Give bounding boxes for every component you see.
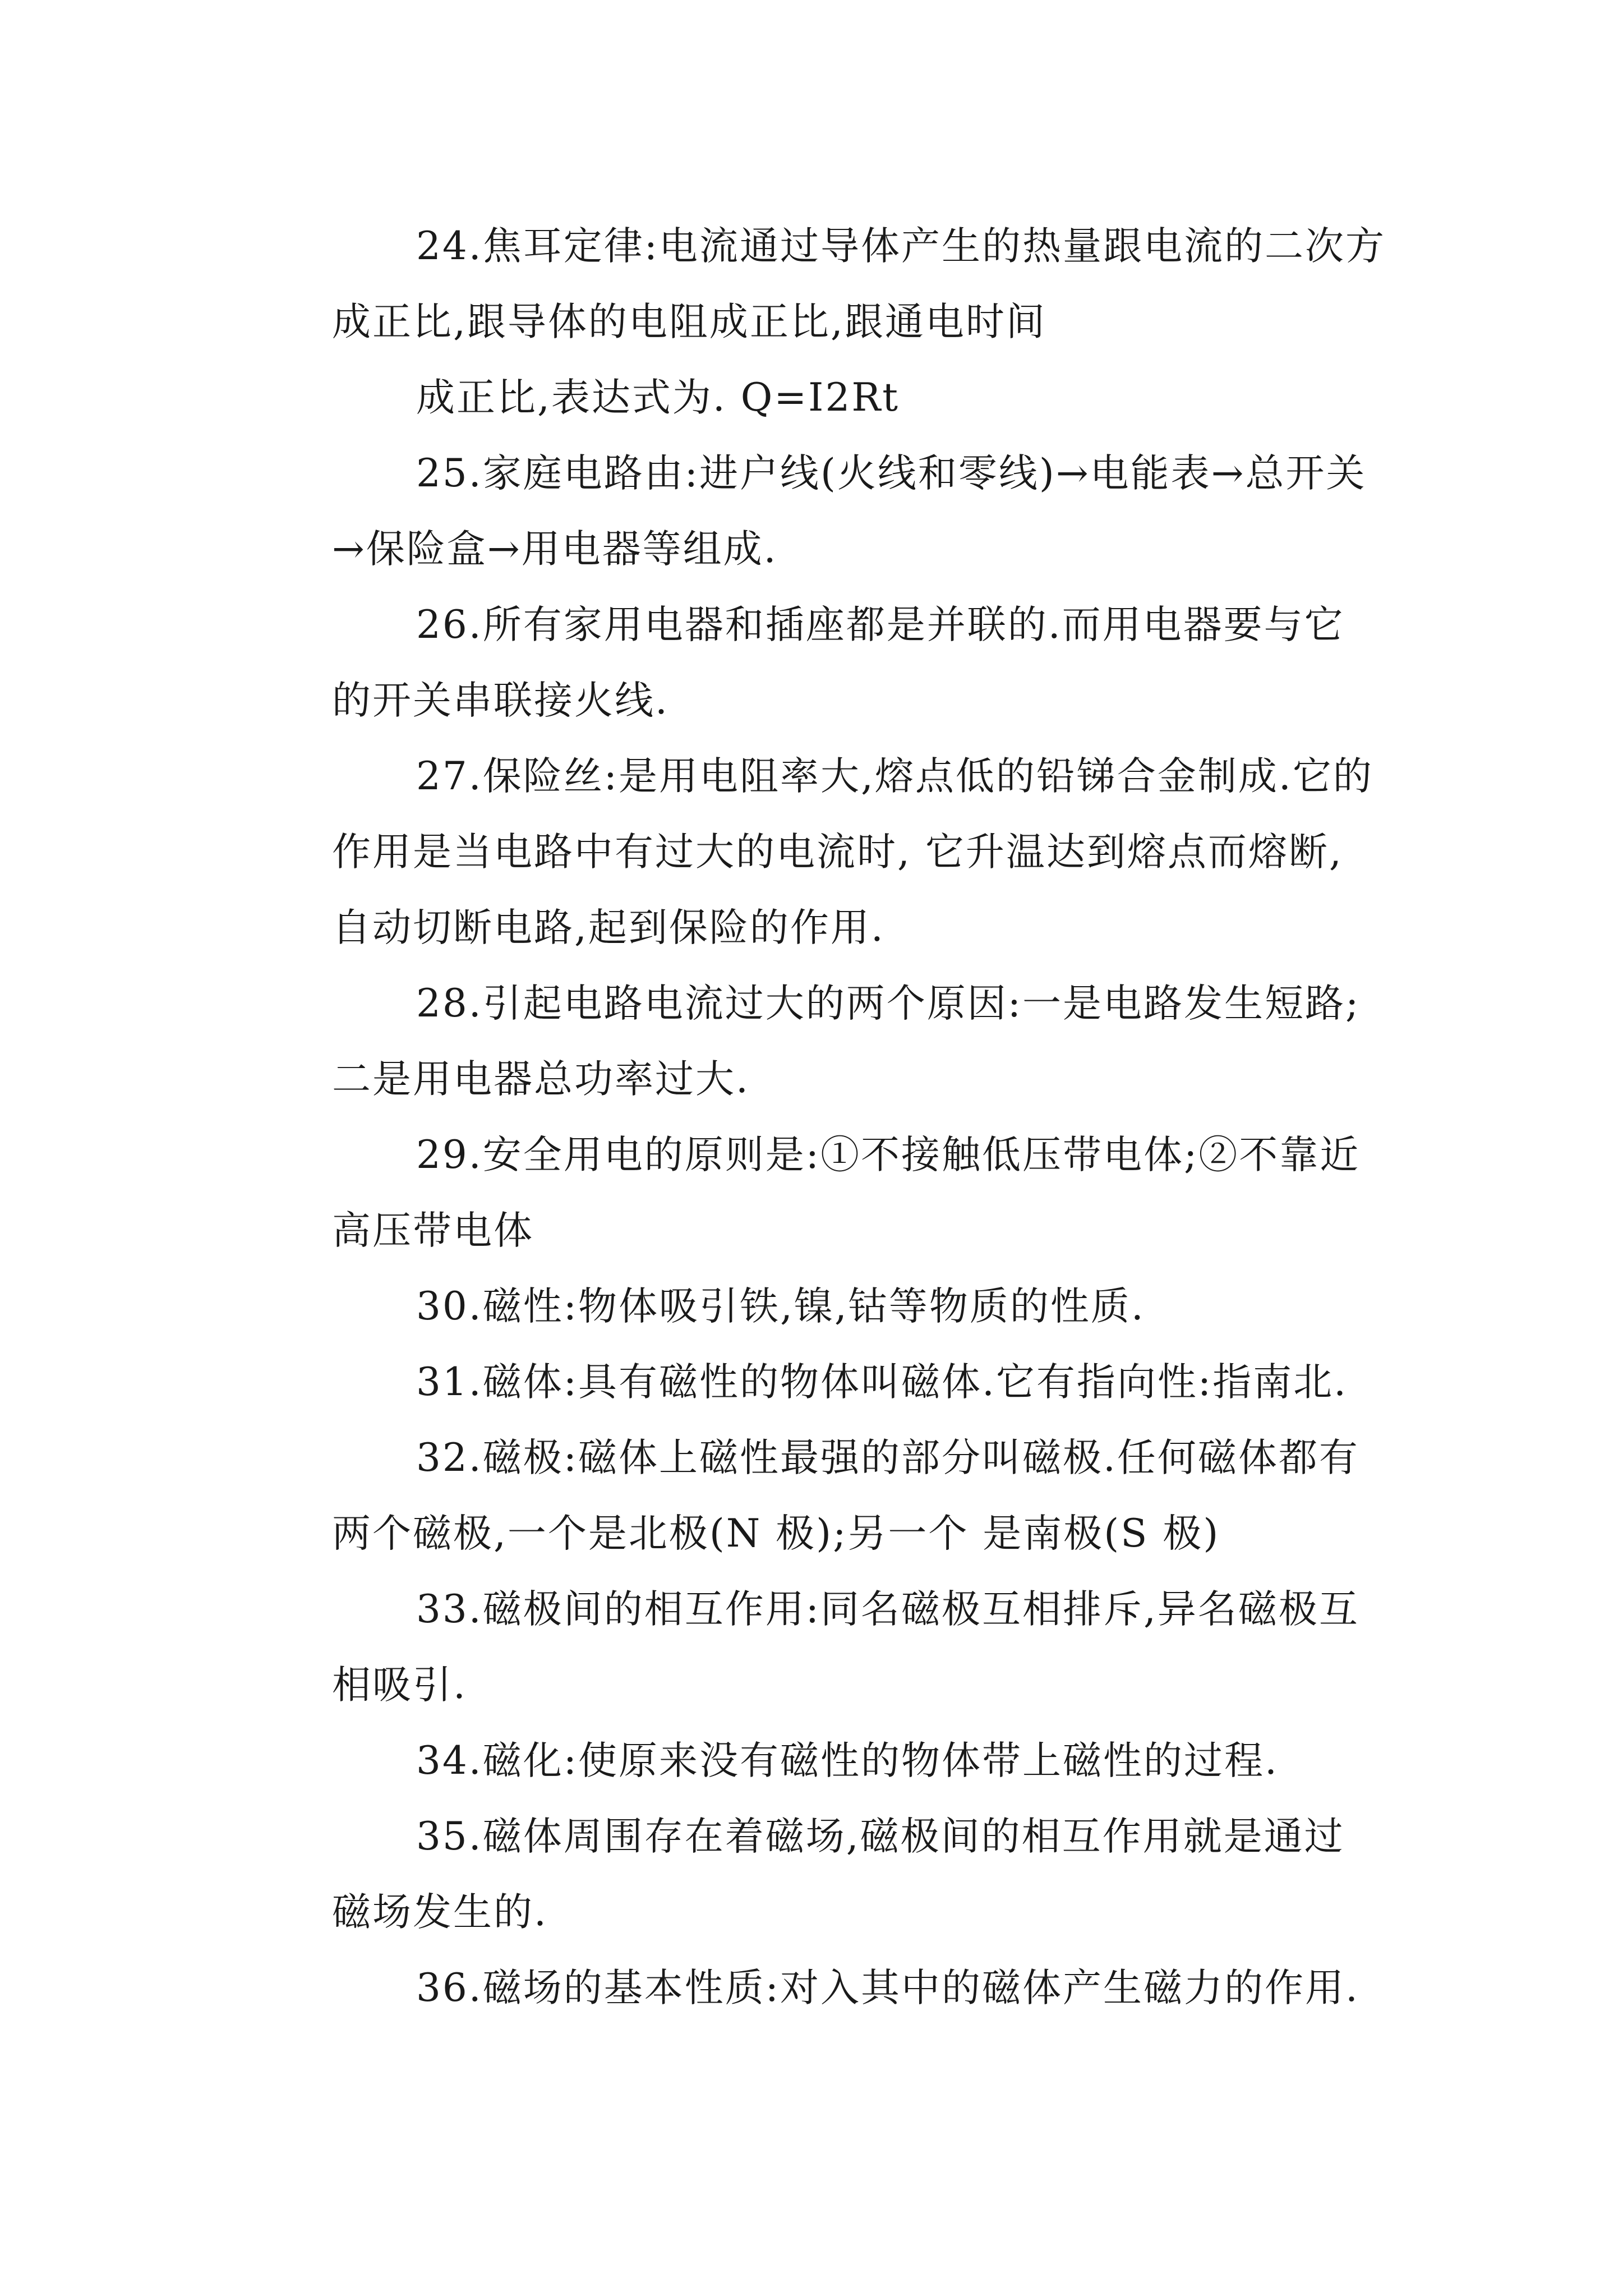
text-line: 相吸引.: [332, 1663, 467, 1708]
paragraph-29: [248, 1117, 1386, 1269]
text-line: 26.所有家用电器和插座都是并联的.而用电器要与它: [416, 602, 1345, 647]
text-line: 作用是当电路中有过大的电流时, 它升温达到熔点而熔断,: [332, 830, 1343, 875]
text-line: 二是用电器总功率过大.: [332, 1057, 750, 1102]
text-line: 成正比,跟导体的电阻成正比,跟通电时间: [332, 300, 1046, 344]
paragraph-36: [248, 1950, 1386, 2026]
text-line: 自动切断电路,起到保险的作用.: [332, 905, 885, 950]
document-body: [248, 209, 1386, 2026]
paragraph-32: [248, 1420, 1386, 1572]
text-line: 两个磁极,一个是北极(N 极);另一个 是南极(S 极): [332, 1511, 1220, 1556]
text-line: 成正比,表达式为. Q=I2Rt: [416, 375, 900, 420]
paragraph-34: [248, 1723, 1386, 1799]
text-line: 31.磁体:具有磁性的物体叫磁体.它有指向性:指南北.: [416, 1360, 1348, 1405]
paragraph-35: [248, 1799, 1386, 1950]
paragraph-26: [248, 587, 1386, 739]
paragraph-33: [248, 1572, 1386, 1723]
paragraph-24: [248, 209, 1386, 360]
text-line: 25.家庭电路由:进户线(火线和零线)→电能表→总开关: [416, 451, 1367, 496]
paragraph-30: [248, 1269, 1386, 1345]
text-line: 30.磁性:物体吸引铁,镍,钴等物质的性质.: [416, 1284, 1145, 1329]
text-line: 28.引起电路电流过大的两个原因:一是电路发生短路;: [416, 981, 1361, 1026]
text-line: 磁场发生的.: [332, 1890, 548, 1935]
paragraph-31: [248, 1345, 1386, 1420]
text-line: 29.安全用电的原则是:①不接触低压带电体;②不靠近: [416, 1133, 1361, 1177]
text-line: 高压带电体: [332, 1208, 534, 1253]
text-line: 33.磁极间的相互作用:同名磁极互相排斥,异名磁极互: [416, 1587, 1359, 1632]
text-line: →保险盒→用电器等组成.: [332, 527, 778, 572]
text-line: 36.磁场的基本性质:对入其中的磁体产生磁力的作用.: [416, 1966, 1359, 2010]
text-line: 32.磁极:磁体上磁性最强的部分叫磁极.任何磁体都有: [416, 1435, 1359, 1480]
paragraph-28: [248, 966, 1386, 1117]
text-line: 35.磁体周围存在着磁场,磁极间的相互作用就是通过: [416, 1814, 1345, 1859]
text-line: 34.磁化:使原来没有磁性的物体带上磁性的过程.: [416, 1738, 1279, 1783]
text-line: 24.焦耳定律:电流通过导体产生的热量跟电流的二次方: [416, 224, 1386, 269]
text-line: 27.保险丝:是用电阻率大,熔点低的铅锑合金制成.它的: [416, 754, 1373, 799]
text-line: 的开关串联接火线.: [332, 678, 669, 723]
paragraph-24-formula: [248, 360, 1386, 436]
paragraph-25: [248, 436, 1386, 587]
paragraph-27: [248, 739, 1386, 966]
